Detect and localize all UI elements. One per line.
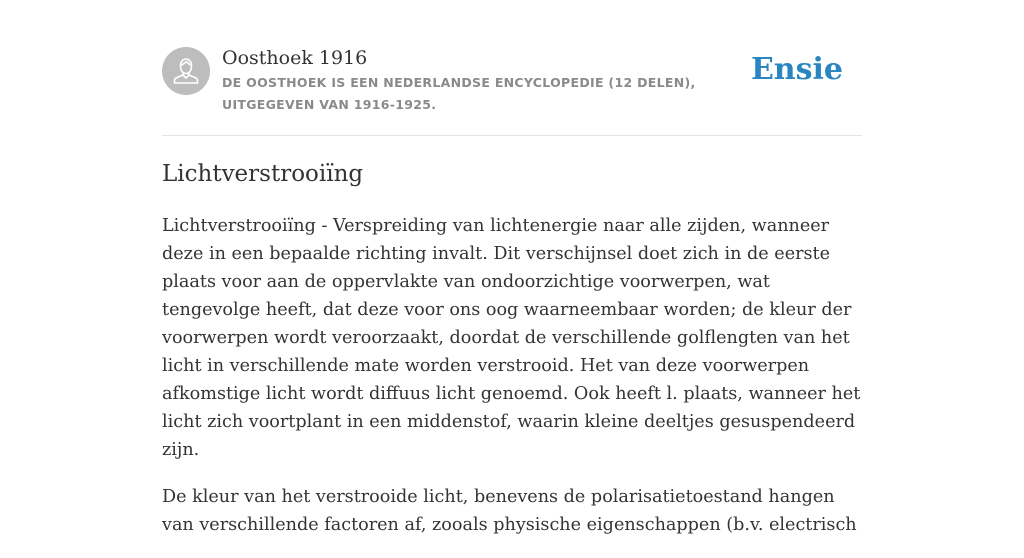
article-paragraph: Lichtverstrooiïng - Verspreiding van lichtenergie naar alle zijden, wanneer deze in een bepaalde richting invalt. Dit verschijnsel doet zich in de eerste plaats voor aan de oppervlakte van ondoorzichtige voorwerpen, wat tengevolge heeft, dat deze voor ons oog waarneembaar worden; de kleur der voorwerpen wordt veroorzaakt, doordat de verschillende golflengten van het licht in verschillende mate worden verstrooid. Het van deze voorwerpen afkomstige licht wordt diffuus licht genoemd. Ook heeft l. plaats, wanneer het licht zich voortplant in een middenstof, waarin kleine deeltjes gesuspendeerd zijn.	[162, 216, 861, 460]
divider	[162, 135, 862, 136]
article-title: Lichtverstrooiïng	[162, 161, 364, 187]
source-description: DE OOSTHOEK IS EEN NEDERLANDSE ENCYCLOPEDIE (12 DELEN), UITGEGEVEN VAN 1916-1925.	[222, 75, 696, 112]
source-header	[162, 46, 862, 116]
user-silhouette-icon[interactable]	[162, 47, 210, 95]
article-paragraph: De kleur van het verstrooide licht, benevens de polarisatietoestand hangen van verschillende factoren af, zooals physische eigenschappen (b.v. electrisch	[162, 487, 857, 535]
article-body	[162, 212, 864, 558]
brand-logo[interactable]: Ensie	[750, 52, 843, 87]
source-title[interactable]: Oosthoek 1916	[222, 47, 368, 69]
